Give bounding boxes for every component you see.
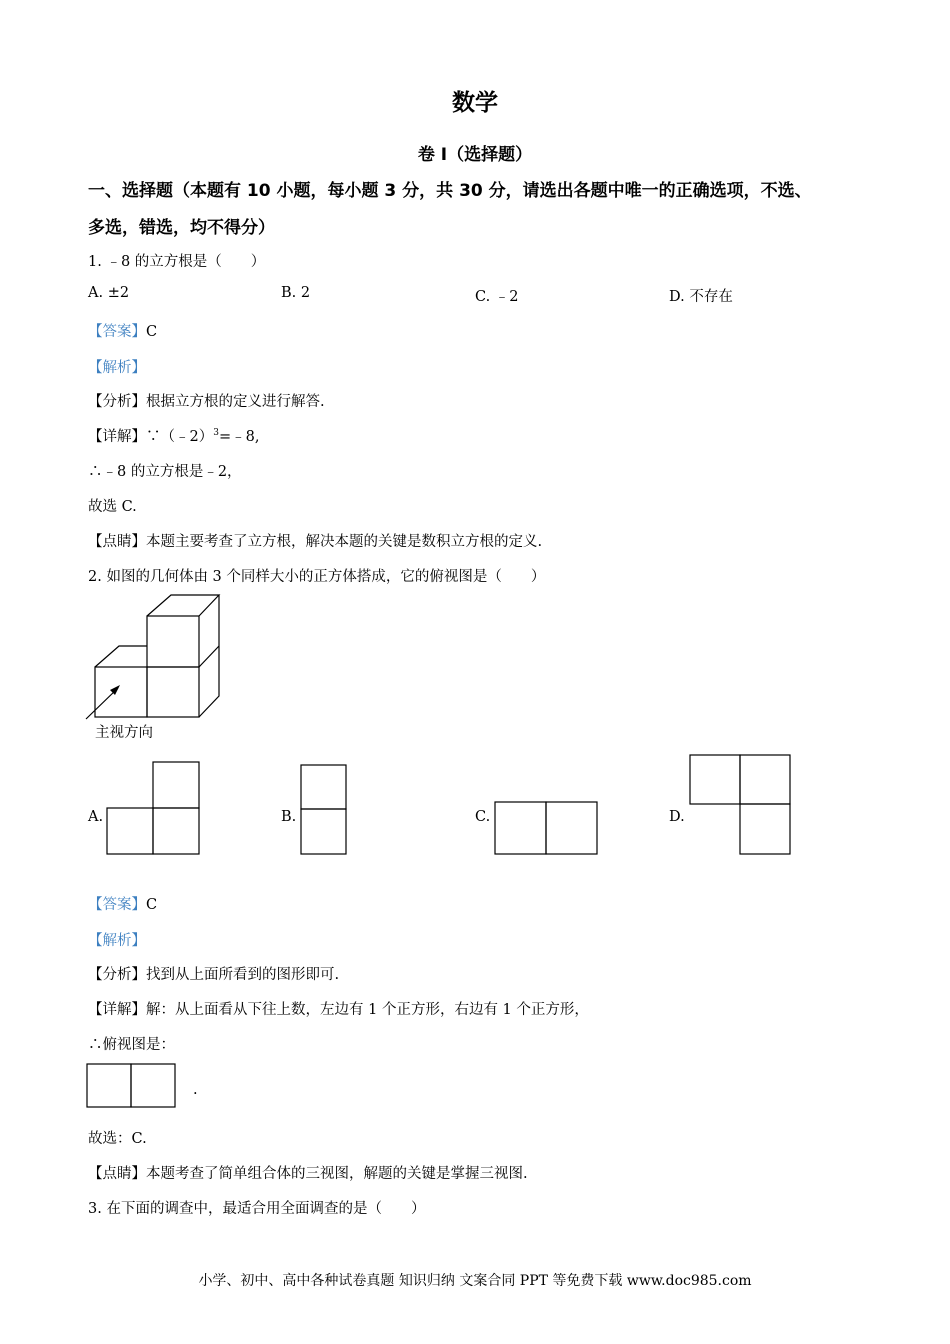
q2-option-c-label: C. [475,809,491,825]
paper-subtitle: 卷 I（选择题） [417,145,533,165]
q2-stem: 2. 如图的几何体由 3 个同样大小的正方体搭成，它的俯视图是（ ） [88,569,546,585]
answer-value: C [146,897,158,913]
q2-figure-caption: 主视方向 [95,725,153,741]
q2-option-b-label: B. [281,809,297,825]
q2-choose: 故选：C. [88,1131,147,1147]
answer-tag: 【答案】 [88,324,146,340]
page-footer: 小学、初中、高中各种试卷真题 知识归纳 文案合同 PPT 等免费下载 www.doc985.com [198,1273,752,1289]
exponent: 3 [213,428,219,439]
q3-stem: 3. 在下面的调查中，最适合用全面调查的是（ ） [88,1201,426,1217]
q1-option-d: D. 不存在 [669,289,733,305]
section-heading-line1: 一、选择题（本题有 10 小题，每小题 3 分，共 30 分，请选出各题中唯一的正确选项，不选、 [88,181,812,201]
section-heading-line2: 多选，错选，均不得分） [88,218,275,238]
q2-xiangjie: 【详解】解：从上面看从下往上数，左边有 1 个正方形，右边有 1 个正方形， [88,1002,589,1018]
q1-choose: 故选 C. [88,499,137,515]
xiangjie-text: 【详解】∵（﹣2） [88,429,214,445]
q2-therefore: ∴俯视图是： [88,1037,175,1053]
q2-fenxi: 【分析】找到从上面所看到的图形即可. [88,967,340,983]
q1-therefore: ∴﹣8 的立方根是﹣2， [88,464,242,480]
q2-period: . [193,1082,198,1098]
answer-value: C [146,324,158,340]
q1-stem: 1. ﹣8 的立方根是（ ） [88,254,266,270]
q2-analysis-tag: 【解析】 [88,933,146,949]
q1-analysis-tag: 【解析】 [88,360,146,376]
q1-fenxi: 【分析】根据立方根的定义进行解答. [88,394,325,410]
q1-option-b: B. 2 [281,285,311,301]
q1-option-a: A. ±2 [88,285,130,301]
xiangjie-result: =﹣8, [218,429,260,445]
q1-option-c: C. ﹣2 [475,289,519,305]
answer-tag: 【答案】 [88,897,146,913]
q2-dianjing: 【点睛】本题考查了简单组合体的三视图，解题的关键是掌握三视图. [88,1166,528,1182]
q2-option-d-label: D. [669,809,685,825]
page-title: 数学 [452,90,498,116]
q2-option-a-label: A. [88,809,104,825]
q1-dianjing: 【点睛】本题主要考查了立方根，解决本题的关键是数积立方根的定义. [88,534,543,550]
